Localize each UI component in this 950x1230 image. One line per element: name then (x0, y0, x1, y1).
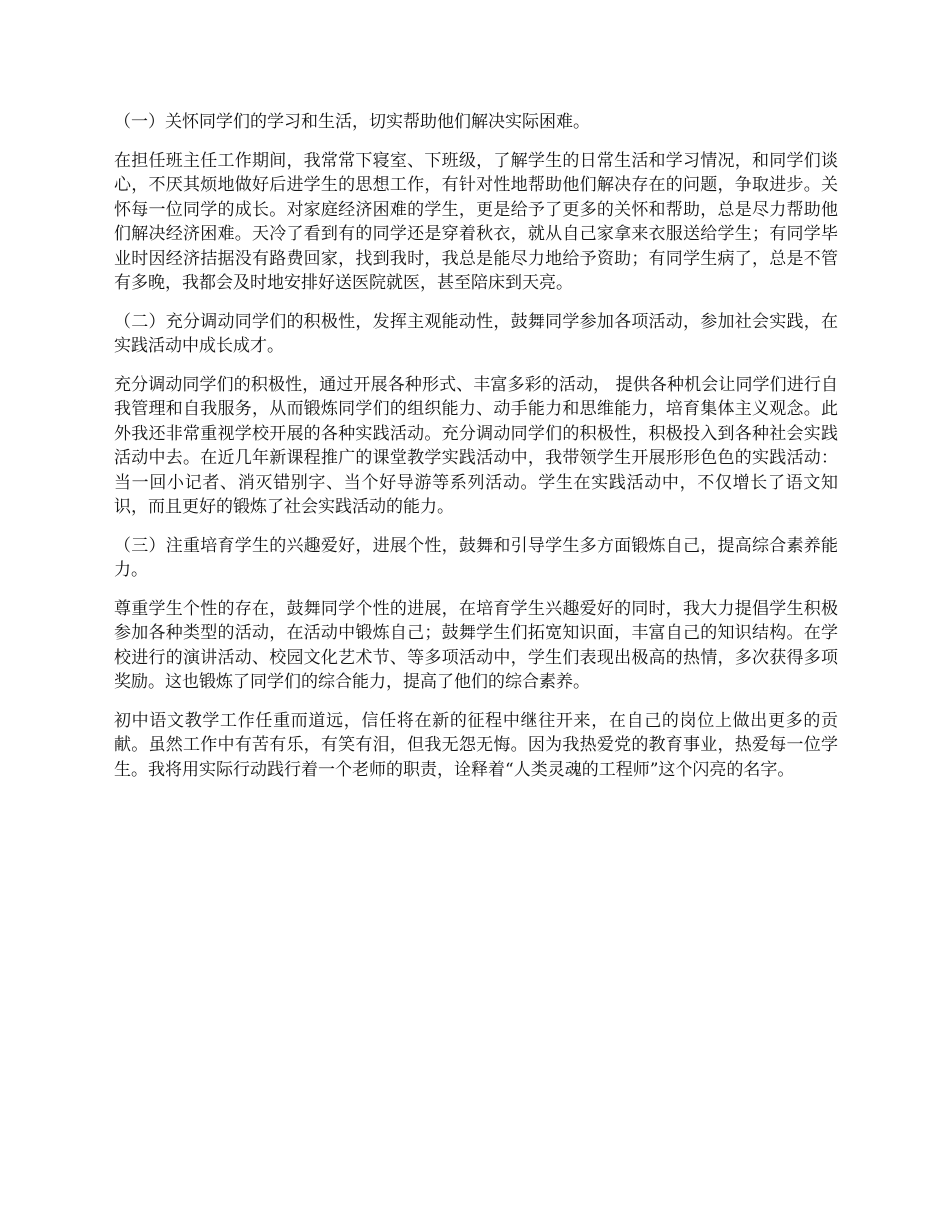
section-heading-1: （一）关怀同学们的学习和生活，切实帮助他们解决实际困难。 (114, 112, 590, 132)
document-body (114, 110, 838, 796)
section-heading-3: （三）注重培育学生的兴趣爱好，进展个性，鼓舞和引导学生多方面锻炼自己，提高综合素养能力。 (114, 535, 838, 580)
body-paragraph-3: 尊重学生个性的存在，鼓舞同学个性的进展，在培育学生兴趣爱好的同时，我大力提倡学生积极参加各种类型的活动，在活动中锻炼自己；鼓舞学生们拓宽知识面，丰富自己的知识结构。在学校进行的演讲活动、校园文化艺术节、等多项活动中，学生们表现出极高的热情，多次获得多项奖励。这也锻炼了同学们的综合能力，提高了他们的综合素养。 (114, 598, 838, 692)
closing-paragraph: 初中语文教学工作任重而道远，信任将在新的征程中继往开来，在自己的岗位上做出更多的贡献。虽然工作中有苦有乐，有笑有泪，但我无怨无悔。因为我热爱党的教育事业，热爱每一位学生。我将用实际行动践行着一个老师的职责，诠释着“人类灵魂的工程师”这个闪亮的名字。 (114, 710, 838, 780)
body-paragraph-2: 充分调动同学们的积极性，通过开展各种形式、丰富多彩的活动， 提供各种机会让同学们进行自我管理和自我服务，从而锻炼同学们的组织能力、动手能力和思维能力，培育集体主义观念。此外我还非常重视学校开展的各种实践活动。充分调动同学们的积极性，积极投入到各种社会实践活动中去。在近几年新课程推广的课堂教学实践活动中，我带领学生开展形形色色的实践活动：当一回小记者、消灭错别字、当个好导游等系列活动。学生在实践活动中，不仅增长了语文知识，而且更好的锻炼了社会实践活动的能力。 (114, 374, 838, 517)
section-heading-2: （二）充分调动同学们的积极性，发挥主观能动性，鼓舞同学参加各项活动，参加社会实践，在实践活动中成长成才。 (114, 311, 838, 356)
body-paragraph-1: 在担任班主任工作期间，我常常下寝室、下班级，了解学生的日常生活和学习情况，和同学们谈心，不厌其烦地做好后进学生的思想工作，有针对性地帮助他们解决存在的问题，争取进步。关怀每一位同学的成长。对家庭经济困难的学生，更是给予了更多的关怀和帮助，总是尽力帮助他们解决经济困难。天冷了看到有的同学还是穿着秋衣，就从自己家拿来衣服送给学生；有同学毕业时因经济拮据没有路费回家，找到我时，我总是能尽力地给予资助；有同学生病了，总是不管有多晚，我都会及时地安排好送医院就医，甚至陪床到天亮。 (114, 150, 838, 293)
